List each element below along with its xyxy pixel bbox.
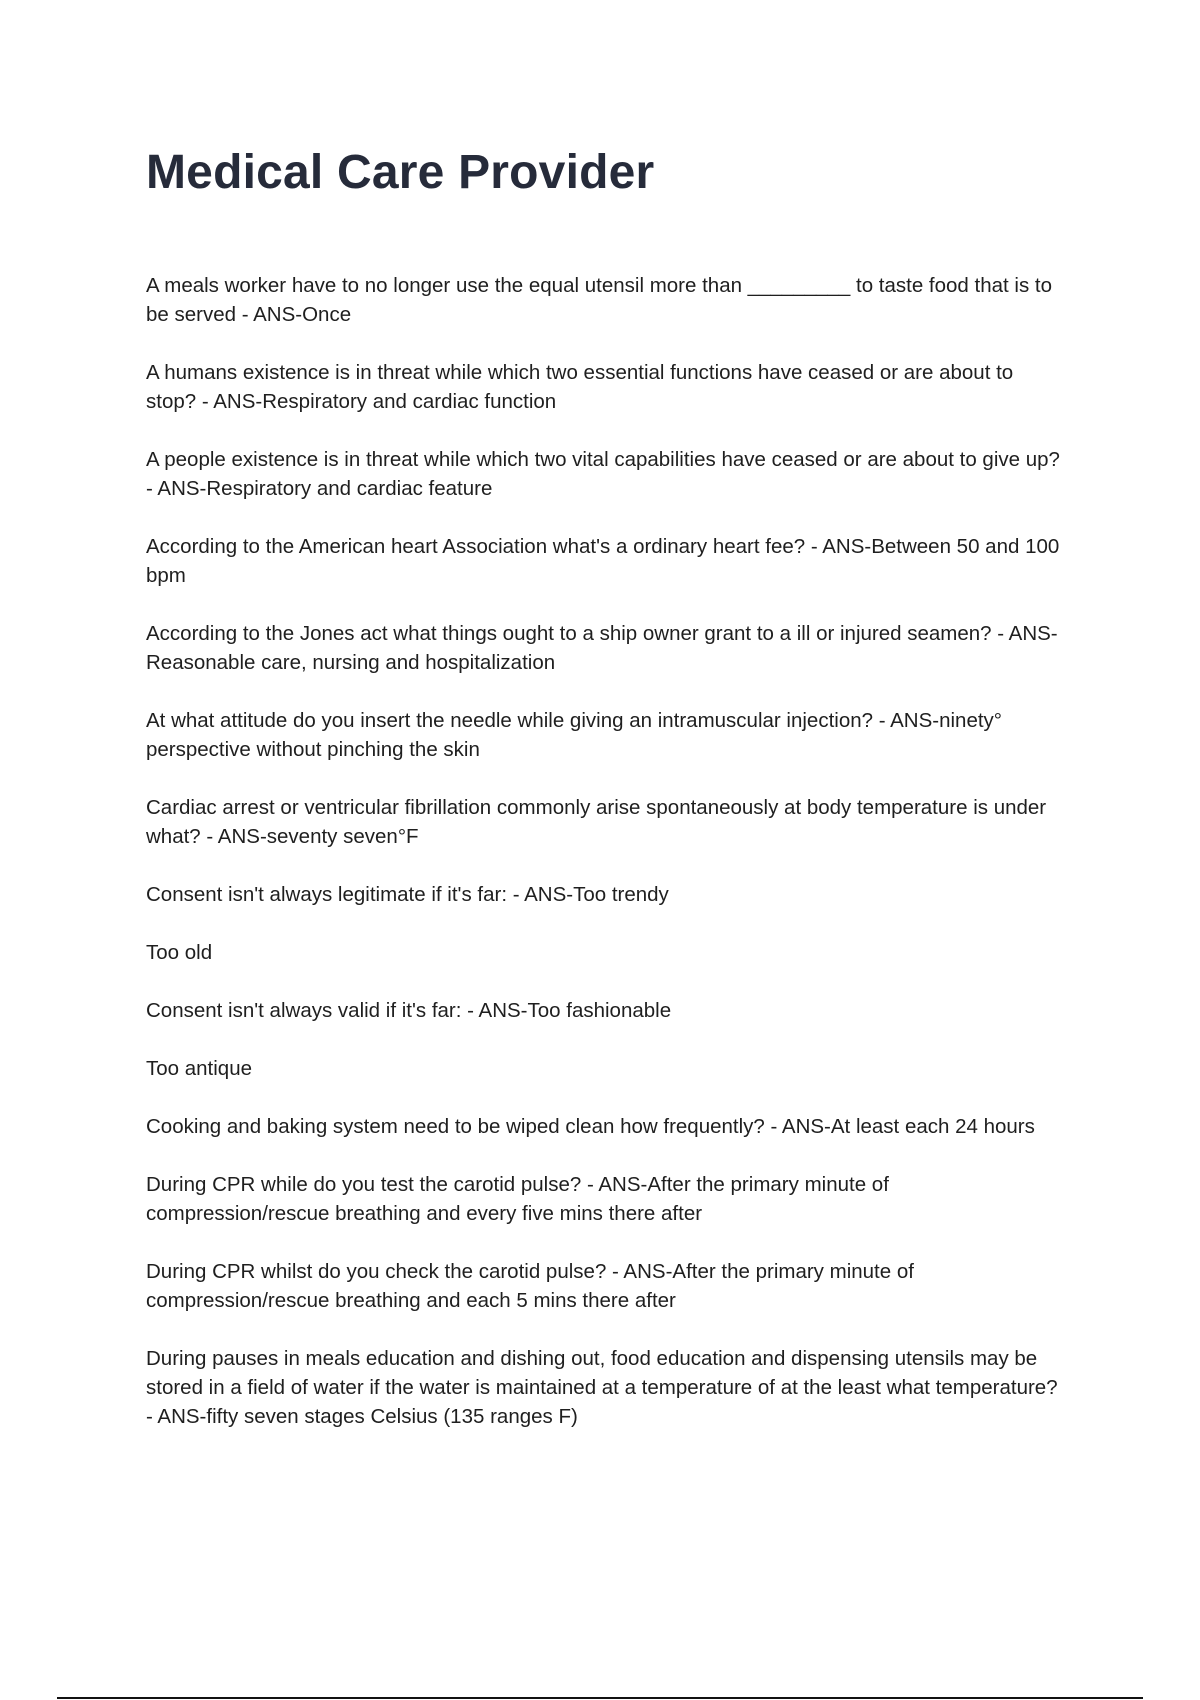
page-title: Medical Care Provider: [146, 146, 655, 199]
qa-item: Too antique: [146, 1057, 253, 1080]
qa-item: During CPR whilst do you check the carotid pulse? - ANS-After the primary minute of compression/rescue breathing and each 5 mins there after: [146, 1260, 914, 1312]
qa-item: Too old: [146, 941, 213, 964]
qa-item: A people existence is in threat while which two vital capabilities have ceased or are about to give up? - ANS-Respiratory and cardiac feature: [146, 448, 1060, 500]
qa-list: [146, 271, 1066, 1460]
qa-item: According to the Jones act what things ought to a ship owner grant to a ill or injured seamen? - ANS-Reasonable care, nursing and hospitalization: [146, 622, 1058, 674]
qa-item: According to the American heart Association what's a ordinary heart fee? - ANS-Between 50 and 100 bpm: [146, 535, 1060, 587]
qa-item: Cardiac arrest or ventricular fibrillation commonly arise spontaneously at body temperature is under what? - ANS-seventy seven°F: [146, 796, 1047, 848]
qa-item: During pauses in meals education and dishing out, food education and dispensing utensils may be stored in a field of water if the water is maintained at a temperature of at the least what temperature? - ANS-fifty seven stages Celsius (135 ranges F): [146, 1347, 1058, 1428]
qa-item: During CPR while do you test the carotid pulse? - ANS-After the primary minute of compression/rescue breathing and every five mins there after: [146, 1173, 889, 1225]
qa-item: Cooking and baking system need to be wiped clean how frequently? - ANS-At least each 24 hours: [146, 1115, 1035, 1138]
footer-divider: [57, 1697, 1143, 1699]
qa-item: Consent isn't always valid if it's far: - ANS-Too fashionable: [146, 999, 672, 1022]
qa-item: A humans existence is in threat while which two essential functions have ceased or are about to stop? - ANS-Respiratory and cardiac function: [146, 361, 1014, 413]
qa-item: Consent isn't always legitimate if it's far: - ANS-Too trendy: [146, 883, 669, 906]
qa-item: At what attitude do you insert the needle while giving an intramuscular injection? - ANS-ninety° perspective without pinching the skin: [146, 709, 1003, 761]
qa-item: A meals worker have to no longer use the equal utensil more than _________ to taste food that is to be served - ANS-Once: [146, 274, 1053, 326]
